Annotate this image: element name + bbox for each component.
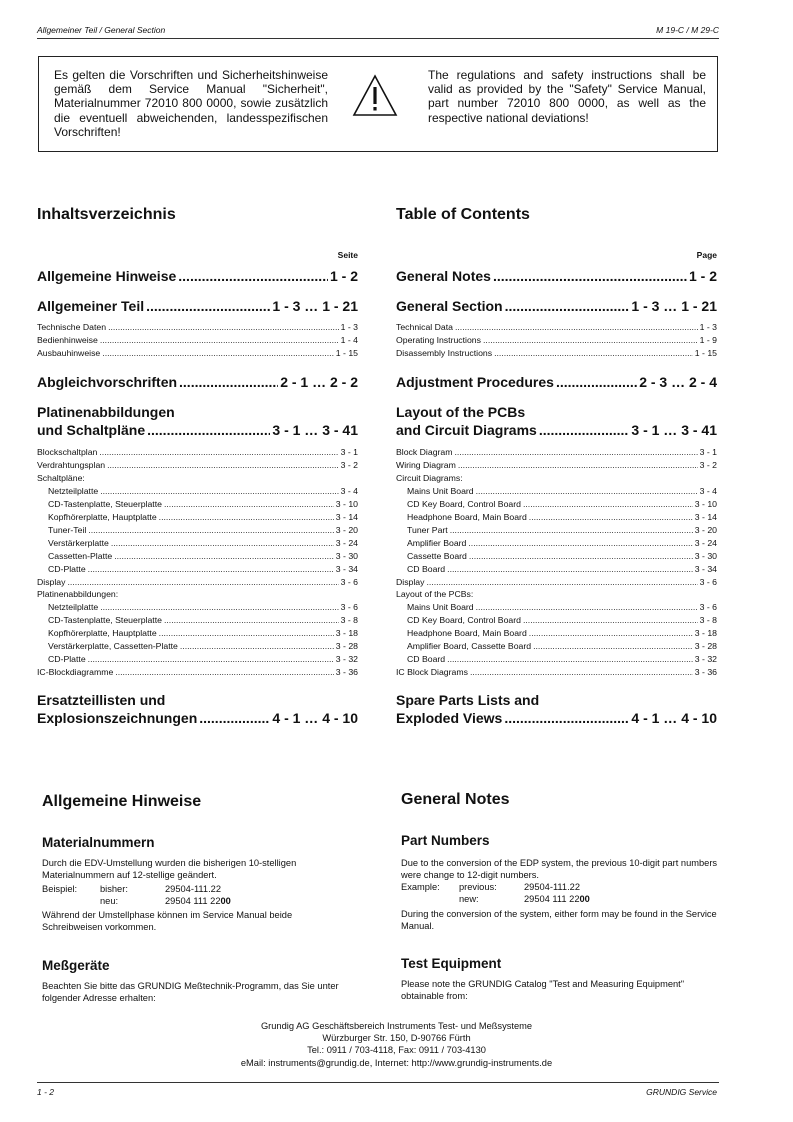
toc-entry[interactable] [37, 447, 358, 457]
toc-entry-text: Bedienhinweise [37, 335, 98, 345]
toc-leader-dots [493, 268, 687, 284]
toc-entry[interactable] [396, 564, 717, 574]
toc-leader-dots [111, 538, 334, 548]
toc-entry[interactable] [37, 667, 358, 677]
example-new-label: neu: [100, 895, 119, 906]
toc-entry[interactable] [37, 322, 358, 332]
toc-entry[interactable] [37, 298, 358, 314]
toc-entry-text: CD-Platte [48, 654, 86, 664]
toc-entry[interactable] [37, 564, 358, 574]
toc-entry-text: Disassembly Instructions [396, 348, 493, 358]
toc-leader-dots [88, 525, 333, 535]
toc-entry-page: 3 - 18 [335, 628, 358, 638]
toc-entry-text: CD Board [407, 564, 446, 574]
toc-entry[interactable] [37, 499, 358, 509]
toc-entry-text: Mains Unit Board [407, 486, 474, 496]
toc-entry[interactable] [396, 447, 717, 457]
toc-entry-page: 3 - 36 [694, 667, 717, 677]
toc-entry[interactable] [396, 335, 717, 345]
toc-entry-page: 3 - 28 [335, 641, 358, 651]
toc-page-label-en: Page [696, 250, 717, 260]
toc-entry-text: Netzteilplatte [48, 486, 99, 496]
test-equipment-heading-de: Meßgeräte [42, 958, 110, 973]
toc-leader-dots [88, 654, 334, 664]
toc-entry-page: 3 - 1 … 3 - 41 [631, 422, 717, 438]
test-equipment-heading-en: Test Equipment [401, 956, 502, 971]
toc-entry-page: 3 - 30 [694, 551, 717, 561]
toc-leader-dots [114, 551, 334, 561]
toc-entry-page: 3 - 2 [340, 460, 358, 470]
toc-leader-dots [529, 628, 693, 638]
toc-entry-page: 2 - 1 … 2 - 2 [280, 374, 358, 390]
address-line-1: Grundig AG Geschäftsbereich Instruments Test- und Meßsysteme [260, 1021, 533, 1031]
toc-entry-text: General Section [396, 298, 503, 314]
toc-entry-page: 3 - 6 [699, 577, 717, 587]
toc-entry-text: Tuner-Teil [48, 525, 87, 535]
toc-entry-text: CD Board [407, 654, 446, 664]
example-prev-label: previous: [459, 882, 497, 892]
address-line-3: Tel.: 0911 / 703-4118, Fax: 0911 / 703-4130 [307, 1045, 486, 1056]
address-block [0, 1020, 793, 1069]
toc-entry-text: Wiring Diagram [396, 460, 456, 470]
toc-entry-text: Kopfhörerplatte, Hauptplatte [48, 628, 157, 638]
example-label: Beispiel: [42, 884, 78, 894]
toc-leader-dots [523, 499, 693, 509]
toc-leader-dots [447, 564, 693, 574]
toc-entry-text: Operating Instructions [396, 335, 481, 345]
part-numbers-heading-en: Part Numbers [401, 833, 490, 848]
toc-entry-text: CD-Platte [48, 564, 86, 574]
toc-entry-text: Abgleichvorschriften [37, 374, 178, 390]
toc-entry-text: Tuner Part [407, 525, 448, 535]
toc-entry[interactable] [37, 460, 358, 470]
toc-entry-text: Cassetten-Platte [48, 551, 113, 561]
toc-entry-page: 3 - 14 [335, 512, 358, 522]
toc-list-en [396, 0, 717, 1122]
toc-entry[interactable] [396, 298, 717, 314]
toc-entry-page: 3 - 24 [694, 538, 717, 548]
toc-entry-page: 3 - 14 [694, 512, 717, 522]
toc-entry-page: 3 - 4 [699, 486, 717, 496]
toc-entry[interactable] [396, 525, 717, 535]
example-label: Example: [401, 882, 440, 892]
notes-title-en: General Notes [401, 791, 510, 808]
toc-leader-dots [450, 525, 693, 535]
test-equipment-text-en: Please note the GRUNDIG Catalog "Test and Measuring Equipment" obtainable from: [401, 979, 685, 1001]
toc-leader-dots [146, 298, 270, 314]
toc-entry-text: Technische Daten [37, 322, 107, 332]
example-new-suffix: 00 [579, 893, 590, 904]
toc-entry-text: Schaltpläne: [37, 473, 85, 483]
toc-entry-text: CD Key Board, Control Board [407, 499, 521, 509]
toc-leader-dots [68, 577, 339, 587]
toc-leader-dots [159, 512, 334, 522]
toc-entry-text: CD-Tastenplatte, Steuerplatte [48, 499, 162, 509]
toc-page-label-de: Seite [337, 250, 358, 260]
toc-leader-dots [458, 460, 698, 470]
toc-entry[interactable] [37, 551, 358, 561]
toc-leader-dots [108, 322, 339, 332]
toc-leader-dots [100, 335, 339, 345]
part-numbers-example-de [42, 884, 342, 907]
toc-entry-page: 3 - 18 [694, 628, 717, 638]
toc-entry-page: 3 - 24 [335, 538, 358, 548]
toc-entry-page: 3 - 32 [694, 654, 717, 664]
toc-entry-page: 3 - 1 … 3 - 41 [272, 422, 358, 438]
toc-entry-text: Explosionszeichnungen [37, 710, 198, 726]
toc-leader-dots [179, 374, 278, 390]
toc-entry[interactable] [37, 602, 358, 612]
toc-entry[interactable] [37, 374, 358, 390]
toc-entry-page: 1 - 2 [329, 268, 358, 284]
toc-entry[interactable] [396, 589, 717, 599]
toc-leader-dots [468, 538, 692, 548]
toc-entry-page: 1 - 3 [340, 322, 358, 332]
toc-entry-page: 3 - 30 [335, 551, 358, 561]
toc-leader-dots [523, 615, 698, 625]
toc-entry-text: Verstärkerplatte [48, 538, 109, 548]
toc-entry-page: 3 - 2 [699, 460, 717, 470]
toc-entry-page: 3 - 1 [699, 447, 717, 457]
toc-entry-text: IC Block Diagrams [396, 667, 468, 677]
toc-leader-dots [476, 602, 698, 612]
toc-leader-dots [164, 499, 334, 509]
toc-entry-page: 3 - 32 [335, 654, 358, 664]
toc-leader-dots [180, 641, 334, 651]
toc-entry[interactable] [37, 422, 358, 438]
toc-entry-page: 1 - 3 … 1 - 21 [631, 298, 717, 314]
toc-entry[interactable] [37, 654, 358, 664]
toc-entry[interactable] [396, 486, 717, 496]
toc-entry[interactable] [396, 499, 717, 509]
toc-entry-page: 3 - 34 [335, 564, 358, 574]
toc-leader-dots [427, 577, 698, 587]
toc-leader-dots [159, 628, 334, 638]
toc-entry-page: 3 - 36 [335, 667, 358, 677]
toc-entry[interactable] [396, 602, 717, 612]
toc-entry-page: 1 - 15 [335, 348, 358, 358]
toc-leader-dots [99, 447, 338, 457]
toc-entry-page: 4 - 1 … 4 - 10 [272, 710, 358, 726]
toc-entry-page: 3 - 28 [694, 641, 717, 651]
toc-leader-dots [505, 298, 630, 314]
example-prev-value: 29504-111.22 [165, 884, 222, 894]
toc-entry[interactable] [37, 473, 358, 483]
toc-entry-text: Cassette Board [407, 551, 467, 561]
footer-rule [37, 1082, 719, 1083]
toc-entry-page: 4 - 1 … 4 - 10 [631, 710, 717, 726]
toc-entry[interactable] [37, 538, 358, 548]
toc-entry-text: Block Diagram [396, 447, 453, 457]
toc-entry-text: Ausbauhinweise [37, 348, 101, 358]
toc-entry[interactable] [37, 512, 358, 522]
toc-entry-text: Technical Data [396, 322, 453, 332]
toc-entry-text: Blockschaltplan [37, 447, 98, 457]
toc-entry-text: Headphone Board, Main Board [407, 512, 527, 522]
example-new-label: new: [459, 893, 479, 904]
toc-entry-text: Platinenabbildungen: [37, 589, 119, 599]
toc-entry-text: General Notes [396, 268, 491, 284]
toc-entry-text: CD-Tastenplatte, Steuerplatte [48, 615, 162, 625]
toc-leader-dots [164, 615, 339, 625]
example-new-value: 29504 111 22 [524, 893, 580, 904]
toc-entry-page: 3 - 4 [340, 486, 358, 496]
toc-entry[interactable] [396, 667, 717, 677]
example-new-value: 29504 111 22 [165, 895, 221, 906]
address-line-4: eMail: instruments@grundig.de, Internet: http://www.grundig-instruments.de [240, 1057, 553, 1068]
toc-entry-page: 3 - 6 [340, 602, 358, 612]
toc-entry-text: Allgemeine Hinweise [37, 268, 177, 284]
header-left: Allgemeiner Teil / General Section [37, 25, 166, 35]
toc-entry-page: 3 - 8 [699, 615, 717, 625]
toc-entry-page: 3 - 6 [699, 602, 717, 612]
toc-entry-line1: Platinenabbildungen [37, 404, 175, 420]
toc-leader-dots [504, 710, 629, 726]
toc-entry[interactable] [37, 641, 358, 651]
notes-title-de: Allgemeine Hinweise [42, 793, 202, 810]
toc-entry-text: Allgemeiner Teil [37, 298, 145, 314]
toc-entry[interactable] [37, 615, 358, 625]
safety-text-en: The regulations and safety instructions shall be valid as provided by the "Safety" Service Manual, part number 72010 800 0000, as well as the respective national deviations! [428, 68, 706, 125]
toc-entry-page: 2 - 3 … 2 - 4 [639, 374, 717, 390]
toc-entry-page: 1 - 4 [340, 335, 358, 345]
toc-entry-page: 1 - 3 [699, 322, 717, 332]
toc-entry[interactable] [396, 268, 717, 284]
toc-leader-dots [88, 564, 334, 574]
toc-entry[interactable] [396, 551, 717, 561]
toc-entry-text: IC-Blockdiagramme [37, 667, 114, 677]
toc-entry[interactable] [37, 710, 358, 726]
toc-entry-page: 3 - 10 [335, 499, 358, 509]
toc-leader-dots [100, 602, 338, 612]
toc-leader-dots [476, 486, 698, 496]
toc-entry-page: 1 - 15 [694, 348, 717, 358]
toc-entry-page: 1 - 2 [688, 268, 717, 284]
toc-entry[interactable] [37, 577, 358, 587]
toc-entry[interactable] [396, 473, 717, 483]
toc-entry-text: und Schaltpläne [37, 422, 146, 438]
example-prev-label: bisher: [100, 884, 128, 894]
toc-entry-text: Verstärkerplatte, Cassetten-Platte [48, 641, 178, 651]
toc-entry-page: 1 - 3 … 1 - 21 [272, 298, 358, 314]
part-numbers-text-en: Due to the conversion of the EDP system, the previous 10-digit part numbers were change to 12-digit numbers. [401, 858, 718, 880]
footer-left: 1 - 2 [37, 1087, 55, 1097]
toc-leader-dots [102, 348, 334, 358]
part-numbers-note-de: Während der Umstellphase können im Service Manual beide Schreibweisen vorkommen. [42, 910, 293, 932]
toc-entry-text: and Circuit Diagrams [396, 422, 537, 438]
toc-entry[interactable] [37, 268, 358, 284]
toc-leader-dots [470, 667, 693, 677]
toc-leader-dots [107, 460, 339, 470]
toc-entry[interactable] [396, 710, 717, 726]
toc-entry-text: Exploded Views [396, 710, 503, 726]
toc-entry[interactable] [37, 348, 358, 358]
toc-entry-text: Amplifier Board [407, 538, 467, 548]
warning-triangle-icon [352, 74, 398, 118]
toc-entry[interactable] [396, 348, 717, 358]
toc-entry-page: 3 - 1 [340, 447, 358, 457]
toc-leader-dots [178, 268, 328, 284]
toc-entry[interactable] [396, 374, 717, 390]
toc-entry[interactable] [396, 654, 717, 664]
test-equipment-text-de: Beachten Sie bitte das GRUNDIG Meßtechnik-Programm, das Sie unter folgender Adresse erhalten: [42, 981, 339, 1003]
toc-entry-line1: Ersatzteillisten und [37, 692, 166, 708]
toc-entry-page: 3 - 6 [340, 577, 358, 587]
toc-leader-dots [556, 374, 637, 390]
toc-entry[interactable] [396, 460, 717, 470]
toc-entry[interactable] [37, 486, 358, 496]
toc-entry[interactable] [37, 589, 358, 599]
toc-entry-page: 3 - 8 [340, 615, 358, 625]
toc-leader-dots [533, 641, 693, 651]
toc-leader-dots [455, 447, 698, 457]
toc-entry[interactable] [396, 628, 717, 638]
toc-leader-dots [115, 667, 334, 677]
part-numbers-heading-de: Materialnummern [42, 835, 155, 850]
toc-leader-dots [447, 654, 693, 664]
toc-list-de [37, 0, 358, 1122]
toc-entry-text: Verdrahtungsplan [37, 460, 106, 470]
toc-leader-dots [199, 710, 270, 726]
toc-entry[interactable] [37, 525, 358, 535]
toc-leader-dots [529, 512, 693, 522]
toc-leader-dots [469, 551, 693, 561]
footer-right: GRUNDIG Service [646, 1087, 717, 1097]
toc-leader-dots [483, 335, 698, 345]
part-numbers-text-de: Durch die EDV-Umstellung wurden die bisherigen 10-stelligen Materialnummern auf 12-stellige geändert. [42, 858, 297, 880]
toc-entry[interactable] [396, 512, 717, 522]
toc-entry-text: Display [396, 577, 425, 587]
toc-entry-text: Netzteilplatte [48, 602, 99, 612]
toc-entry-page: 1 - 9 [699, 335, 717, 345]
toc-entry[interactable] [396, 577, 717, 587]
toc-entry-text: Layout of the PCBs: [396, 589, 474, 599]
toc-entry-text: Headphone Board, Main Board [407, 628, 527, 638]
toc-entry-page: 3 - 10 [694, 499, 717, 509]
toc-leader-dots [147, 422, 270, 438]
part-numbers-example-en [401, 882, 719, 905]
toc-entry-line1: Spare Parts Lists and [396, 692, 540, 708]
toc-entry[interactable] [37, 335, 358, 345]
toc-entry[interactable] [396, 615, 717, 625]
example-new-suffix: 00 [220, 895, 231, 906]
toc-entry-text: Amplifier Board, Cassette Board [407, 641, 532, 651]
toc-entry[interactable] [37, 628, 358, 638]
toc-leader-dots [455, 322, 698, 332]
toc-entry-text: Adjustment Procedures [396, 374, 554, 390]
toc-leader-dots [100, 486, 338, 496]
toc-entry-page: 3 - 20 [335, 525, 358, 535]
toc-leader-dots [494, 348, 693, 358]
toc-entry[interactable] [396, 641, 717, 651]
toc-entry-text: Circuit Diagrams: [396, 473, 463, 483]
toc-entry[interactable] [396, 322, 717, 332]
address-line-2: Würzburger Str. 150, D-90766 Fürth [322, 1033, 471, 1044]
toc-entry-text: CD Key Board, Control Board [407, 615, 521, 625]
header-right: M 19-C / M 29-C [656, 25, 719, 35]
safety-text-de: Es gelten die Vorschriften und Sicherheitshinweise gemäß dem Service Manual "Sicherheit", Materialnummer 72010 800 0000, sowie zusätzlich die eventuell abweichenden, landesspezifischen Vorschriften! [54, 68, 328, 139]
example-prev-value: 29504-111.22 [524, 882, 581, 892]
toc-entry-text: Display [37, 577, 66, 587]
toc-entry-text: Mains Unit Board [407, 602, 474, 612]
toc-title-en: Table of Contents [396, 206, 530, 223]
toc-entry-line1: Layout of the PCBs [396, 404, 526, 420]
toc-entry[interactable] [396, 422, 717, 438]
part-numbers-note-en: During the conversion of the system, either form may be found in the Service Manual. [401, 909, 717, 931]
toc-title-de: Inhaltsverzeichnis [37, 206, 176, 223]
toc-entry-page: 3 - 34 [694, 564, 717, 574]
toc-entry-page: 3 - 20 [694, 525, 717, 535]
toc-entry-text: Kopfhörerplatte, Hauptplatte [48, 512, 157, 522]
toc-leader-dots [539, 422, 630, 438]
toc-entry[interactable] [396, 538, 717, 548]
